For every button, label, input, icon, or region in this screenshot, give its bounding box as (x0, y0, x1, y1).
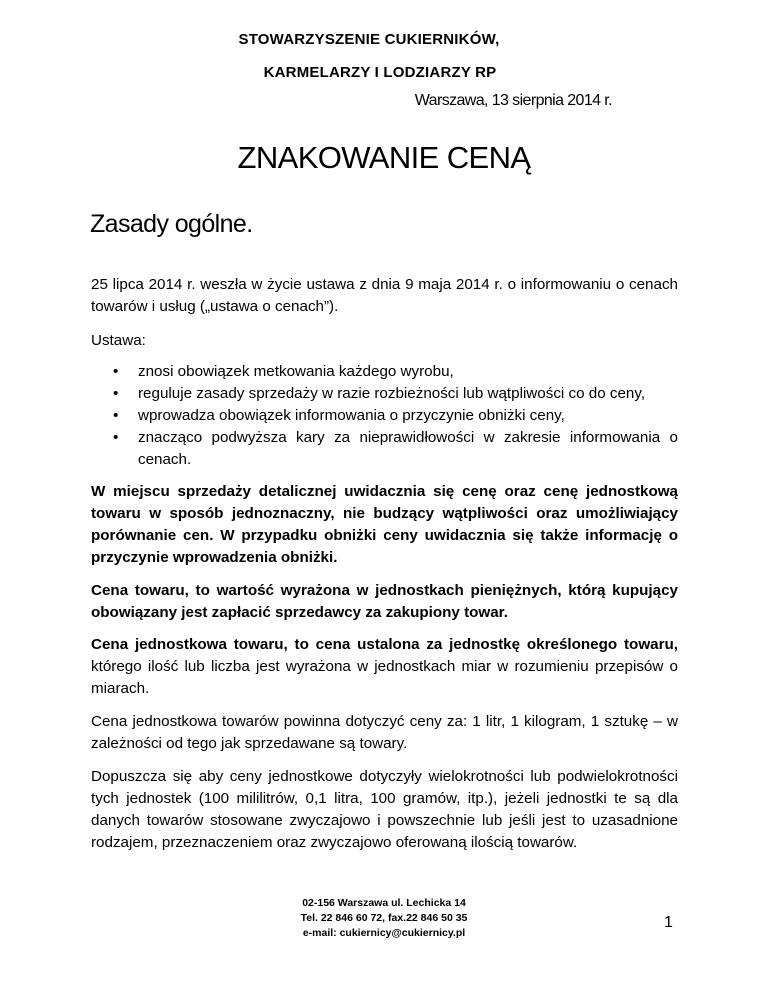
footer-address: 02-156 Warszawa ul. Lechicka 14 (302, 897, 466, 909)
multiples-paragraph: Dopuszcza się aby ceny jednostkowe dotyczyły wielokrotności lub podwielokrotności tych jednostek (100 mililitrów, 0,1 litra, 100 gramów, itp.), jeżeli jednostki te są dla danych towarów stosowane zwyczajowo i powszechnie lub jeśli jest to uzasadnione rodzajem, przeznaczeniem oraz zwyczajowo oferowaną ilością towarów. (91, 768, 678, 851)
ustawa-label: Ustawa: (91, 332, 146, 349)
document-title: ZNAKOWANIE CENĄ (237, 140, 531, 175)
bullet-item: • znosi obowiązek metkowania każdego wyrobu, (91, 361, 678, 383)
footer-email: e-mail: cukiernicy@cukiernicy.pl (302, 927, 466, 939)
section-heading: Zasady ogólne. (90, 210, 253, 238)
bullet-item: • reguluje zasady sprzedaży w razie rozbieżności lub wątpliwości co do ceny, (91, 383, 678, 405)
page-number: 1 (664, 914, 673, 931)
organization-name-line-2: KARMELARZY I LODZIARZY RP (263, 64, 497, 81)
bullet-item: • znacząco podwyższa kary za nieprawidłowości w zakresie informowania o cenach. (91, 427, 678, 471)
bold-paragraph-price-definition: Cena towaru, to wartość wyrażona w jednostkach pieniężnych, którą kupujący obowiązany jest zapłacić sprzedawcy za zakupiony towar. (91, 582, 678, 621)
bullet-item: • wprowadza obowiązek informowania o przyczynie obniżki ceny, (91, 405, 678, 427)
intro-paragraph: 25 lipca 2014 r. weszła w życie ustawa z dnia 9 maja 2014 r. o informowaniu o cenach towarów i usług („ustawa o cenach”). (91, 276, 678, 315)
unit-price-paragraph (91, 634, 678, 700)
organization-name-line-1: STOWARZYSZENIE CUKIERNIKÓW, (238, 31, 500, 48)
unit-price-definition-rest: którego ilość lub liczba jest wyrażona w jednostkach miar w rozumieniu przepisów o miarach. (91, 658, 678, 697)
document-date: Warszawa, 13 sierpnia 2014 r. (414, 92, 612, 109)
unit-price-definition-bold: Cena jednostkowa towaru, to cena ustalona za jednostkę określonego towaru, (91, 636, 678, 653)
footer-phone: Tel. 22 846 60 72, fax.22 846 50 35 (300, 912, 468, 924)
bold-paragraph-price-display: W miejscu sprzedaży detalicznej uwidacznia się cenę oraz cenę jednostkową towaru w sposób jednoznaczny, nie budzący wątpliwości oraz umożliwiający porównanie cen. W przypadku obniżki ceny uwidacznia się także informację o przyczynie wprowadzenia obniżki. (91, 483, 678, 566)
ustawa-bullet-list (91, 361, 678, 471)
unit-price-units-paragraph: Cena jednostkowa towarów powinna dotyczyć ceny za: 1 litr, 1 kilogram, 1 sztukę – w zależności od tego jak sprzedawane są towary. (91, 713, 678, 752)
footer-contact (0, 896, 768, 941)
